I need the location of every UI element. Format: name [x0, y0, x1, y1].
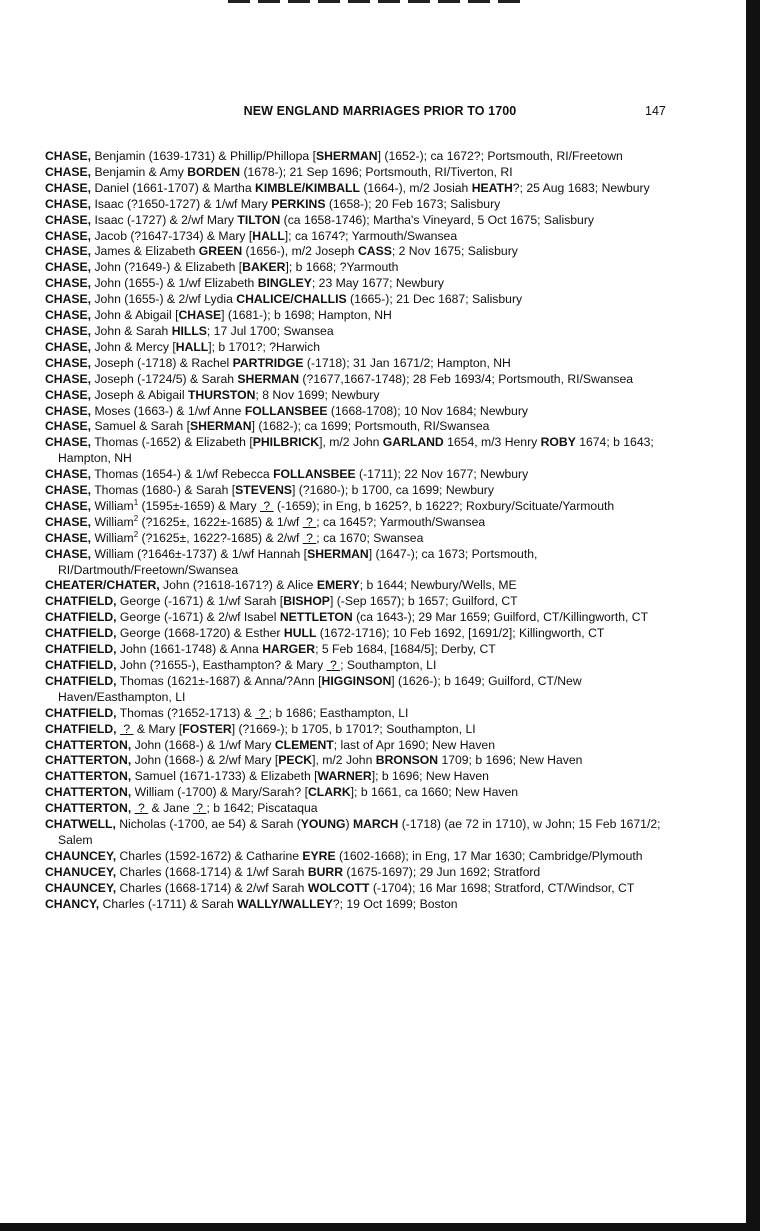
marriage-entry: CHASE, John (?1649-) & Elizabeth [BAKER]; b 1668; ?Yarmouth: [45, 260, 399, 275]
marriage-entry: CHASE, Benjamin & Amy BORDEN (1678-); 21 Sep 1696; Portsmouth, RI/Tiverton, RI: [45, 164, 513, 179]
marriage-entry: CHATTERTON, William (-1700) & Mary/Sarah? [CLARK]; b 1661, ca 1660; New Haven: [45, 785, 519, 800]
page-header: [0, 104, 760, 122]
marriage-entry: CHASE, Thomas (-1652) & Elizabeth [PHILBRICK], m/2 John GARLAND 1654, m/3 Henry ROBY 1674; b 1643; Hampton, NH: [45, 435, 654, 466]
page-title: NEW ENGLAND MARRIAGES PRIOR TO 1700: [243, 104, 517, 118]
marriage-entry: CHASE, Benjamin (1639-1731) & Phillip/Phillopa [SHERMAN] (1652-); ca 1672?; Portsmouth, RI/Freetown: [45, 149, 623, 163]
marriage-entries-list: [45, 149, 675, 913]
marriage-entry: CHASE, John (1655-) & 1/wf Elizabeth BINGLEY; 23 May 1677; Newbury: [45, 276, 444, 291]
marriage-entry: CHASE, William$^2$ (?1625±, 1622±-1685) & 1/wf ? ; ca 1645?; Yarmouth/Swansea: [45, 513, 486, 529]
scan-edge-bottom: [0, 1223, 760, 1231]
marriage-entry: CHANCY, Charles (-1711) & Sarah WALLY/WALLEY?; 19 Oct 1699; Boston: [45, 896, 458, 911]
marriage-entry: CHEATER/CHATER, John (?1618-1671?) & Alice EMERY; b 1644; Newbury/Wells, ME: [45, 578, 517, 593]
marriage-entry: CHAUNCEY, Charles (1592-1672) & Catharine EYRE (1602-1668); in Eng, 17 Mar 1630; Cambridge/Plymouth: [45, 848, 643, 863]
marriage-entry: CHASE, Daniel (1661-1707) & Martha KIMBLE/KIMBALL (1664-), m/2 Josiah HEATH?; 25 Aug 1683; Newbury: [45, 180, 650, 195]
marriage-entry: CHASE, Joseph & Abigail THURSTON; 8 Nov 1699; Newbury: [45, 387, 380, 402]
marriage-entry: CHASE, William$^2$ (?1625±, 1622?-1685) & 2/wf ? ; ca 1670; Swansea: [45, 529, 424, 545]
marriage-entry: CHATFIELD, John (1661-1748) & Anna HARGER; 5 Feb 1684, [1684/5]; Derby, CT: [45, 642, 496, 657]
marriage-entry: CHATFIELD, Thomas (1621±-1687) & Anna/?Ann [HIGGINSON] (1626-); b 1649; Guilford, CT/New Haven/Easthampton, LI: [45, 673, 582, 704]
marriage-entry: CHATFIELD, John (?1655-), Easthampton? & Mary ? ; Southampton, LI: [45, 658, 437, 672]
marriage-entry: CHATFIELD, Thomas (?1652-1713) & ? ; b 1686; Easthampton, LI: [45, 705, 409, 720]
marriage-entry: CHATTERTON, ? & Jane ? ; b 1642; Piscataqua: [45, 801, 318, 816]
marriage-entry: CHATWELL, Nicholas (-1700, ae 54) & Sarah (YOUNG) MARCH (-1718) (ae 72 in 1710), w John; 15 Feb 1671/2; Salem: [45, 817, 661, 847]
marriage-entry: CHATFIELD, George (-1671) & 2/wf Isabel NETTLETON (ca 1643-); 29 Mar 1659; Guilford, CT/Killingworth, CT: [45, 610, 649, 625]
marriage-entry: CHASE, Thomas (1654-) & 1/wf Rebecca FOLLANSBEE (-1711); 22 Nov 1677; Newbury: [45, 467, 529, 482]
marriage-entry: CHASE, John (1655-) & 2/wf Lydia CHALICE/CHALLIS (1665-); 21 Dec 1687; Salisbury: [45, 292, 523, 307]
marriage-entry: CHATTERTON, Samuel (1671-1733) & Elizabeth [WARNER]; b 1696; New Haven: [45, 769, 489, 784]
marriage-entry: CHAUNCEY, Charles (1668-1714) & 2/wf Sarah WOLCOTT (-1704); 16 Mar 1698; Stratford, CT/Windsor, CT: [45, 880, 635, 895]
scan-top-marks: [228, 0, 528, 3]
scan-edge-right: [746, 0, 760, 1231]
marriage-entry: CHASE, Isaac (?1650-1727) & 1/wf Mary PERKINS (1658-); 20 Feb 1673; Salisbury: [45, 196, 501, 211]
marriage-entry: CHASE, John & Mercy [HALL]; b 1701?; ?Harwich: [45, 339, 321, 354]
marriage-entry: CHASE, James & Elizabeth GREEN (1656-), m/2 Joseph CASS; 2 Nov 1675; Salisbury: [45, 244, 518, 259]
marriage-entry: CHASE, Joseph (-1718) & Rachel PARTRIDGE (-1718); 31 Jan 1671/2; Hampton, NH: [45, 355, 511, 370]
marriage-entry: CHATFIELD, George (-1671) & 1/wf Sarah [BISHOP] (-Sep 1657); b 1657; Guilford, CT: [45, 594, 518, 609]
marriage-entry: CHATFIELD, ? & Mary [FOSTER] (?1669-); b 1705, b 1701?; Southampton, LI: [45, 721, 476, 736]
marriage-entry: CHATFIELD, George (1668-1720) & Esther HULL (1672-1716); 10 Feb 1692, [1691/2]; Killingworth, CT: [45, 626, 605, 641]
marriage-entry: CHATTERTON, John (1668-) & 2/wf Mary [PECK], m/2 John BRONSON 1709; b 1696; New Haven: [45, 753, 583, 768]
marriage-entry: CHASE, William (?1646±-1737) & 1/wf Hannah [SHERMAN] (1647-); ca 1673; Portsmouth, RI/Dartmouth/Freetown/Swansea: [45, 546, 538, 577]
marriage-entry: CHANUCEY, Charles (1668-1714) & 1/wf Sarah BURR (1675-1697); 29 Jun 1692; Stratford: [45, 864, 541, 879]
marriage-entry: CHASE, John & Abigail [CHASE] (1681-); b 1698; Hampton, NH: [45, 308, 392, 323]
marriage-entry: CHASE, William$^1$ (1595±-1659) & Mary ? (-1659); in Eng, b 1625?, b 1622?; Roxbury/Scituate/Yarmouth: [45, 497, 615, 513]
marriage-entry: CHATTERTON, John (1668-) & 1/wf Mary CLEMENT; last of Apr 1690; New Haven: [45, 737, 495, 752]
marriage-entry: CHASE, John & Sarah HILLS; 17 Jul 1700; Swansea: [45, 323, 334, 338]
marriage-entry: CHASE, Samuel & Sarah [SHERMAN] (1682-); ca 1699; Portsmouth, RI/Swansea: [45, 419, 490, 434]
marriage-entry: CHASE, Moses (1663-) & 1/wf Anne FOLLANSBEE (1668-1708); 10 Nov 1684; Newbury: [45, 403, 528, 418]
page-number: 147: [645, 104, 666, 118]
marriage-entry: CHASE, Thomas (1680-) & Sarah [STEVENS] (?1680-); b 1700, ca 1699; Newbury: [45, 483, 494, 498]
marriage-entry: CHASE, Isaac (-1727) & 2/wf Mary TILTON (ca 1658-1746); Martha's Vineyard, 5 Oct 1675; Salisbury: [45, 212, 594, 227]
marriage-entry: CHASE, Joseph (-1724/5) & Sarah SHERMAN (?1677,1667-1748); 28 Feb 1693/4; Portsmouth, RI/Swansea: [45, 371, 634, 386]
marriage-entry: CHASE, Jacob (?1647-1734) & Mary [HALL]; ca 1674?; Yarmouth/Swansea: [45, 228, 458, 243]
